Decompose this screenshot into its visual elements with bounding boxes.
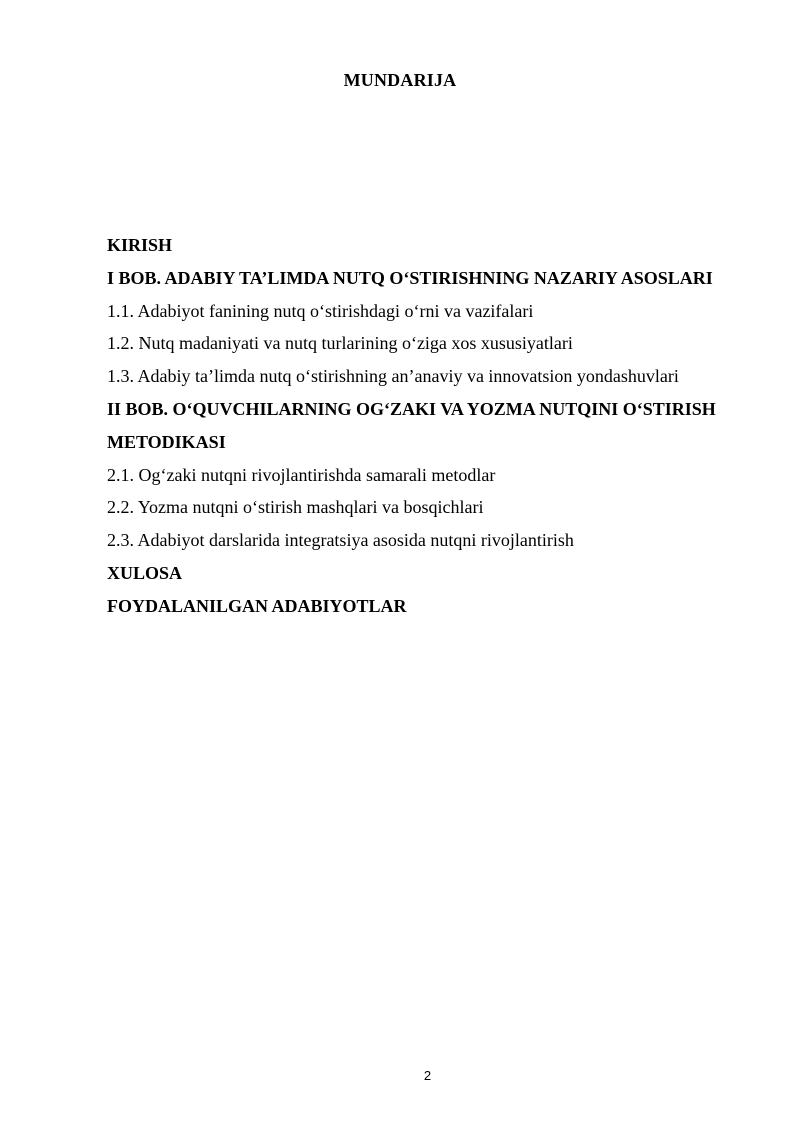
toc-entry-section-2-2: 2.2. Yozma nutqni o‘stirish mashqlari va bosqichlari — [107, 497, 484, 518]
toc-entry-section-2-1: 2.1. Og‘zaki nutqni rivojlantirishda samarali metodlar — [107, 464, 496, 485]
toc-entry-chapter-2-continued: METODIKASI — [107, 431, 226, 452]
toc-entry-references: FOYDALANILGAN ADABIYOTLAR — [107, 595, 407, 616]
page-number: 2 — [423, 1068, 432, 1083]
table-of-contents — [107, 229, 767, 623]
toc-entry-section-1-3: 1.3. Adabiy ta’limda nutq o‘stirishning an’anaviy va innovatsion yondashuvlari — [107, 366, 679, 387]
page-title: MUNDARIJA — [343, 70, 457, 90]
toc-entry-section-2-3: 2.3. Adabiyot darslarida integratsiya asosida nutqni rivojlantirish — [107, 530, 574, 551]
toc-entry-chapter-1: I BOB. ADABIY TA’LIMDA NUTQ O‘STIRISHNING NAZARIY ASOSLARI — [107, 267, 713, 288]
toc-entry-kirish: KIRISH — [107, 235, 173, 255]
toc-entry-section-1-2: 1.2. Nutq madaniyati va nutq turlarining o‘ziga xos xususiyatlari — [107, 333, 573, 354]
toc-entry-section-1-1: 1.1. Adabiyot fanining nutq o‘stirishdagi o‘rni va vazifalari — [107, 300, 534, 321]
toc-entry-chapter-2: II BOB. O‘QUVCHILARNING OG‘ZAKI VA YOZMA NUTQINI O‘STIRISH — [107, 398, 716, 419]
toc-entry-xulosa: XULOSA — [107, 562, 183, 583]
